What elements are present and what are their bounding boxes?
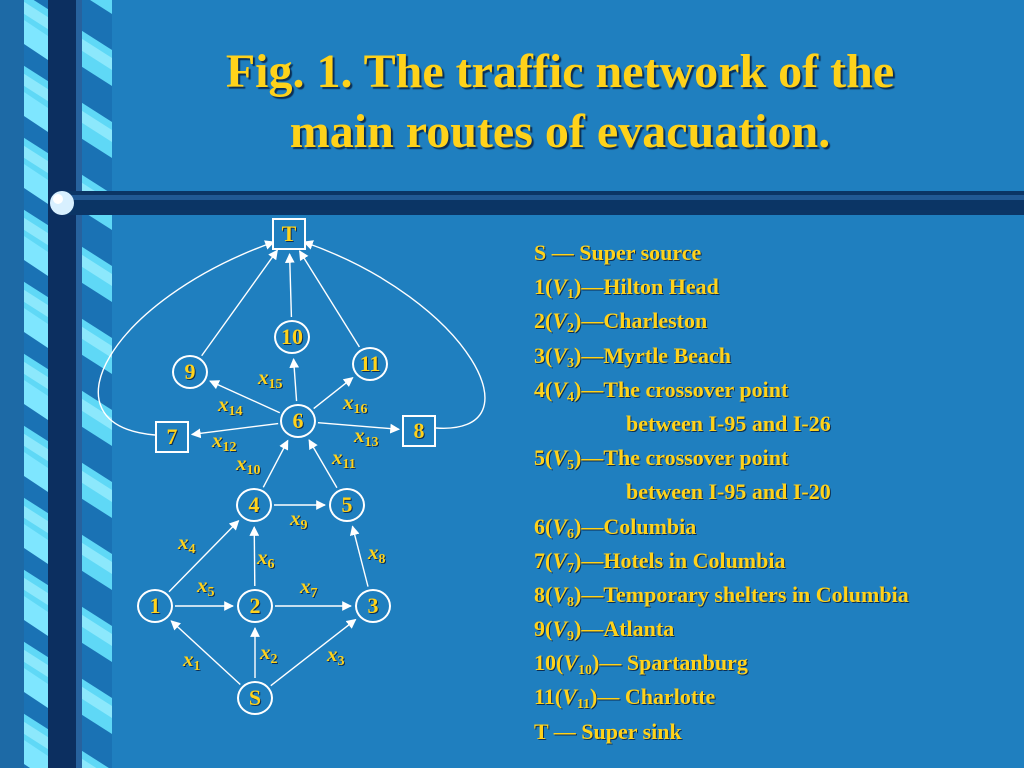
edge-label-x14: $x_{14}$: [218, 392, 243, 419]
edge-label-x11: $x_{11}$: [332, 445, 356, 472]
node-legend: [534, 236, 909, 749]
edge-label-x16: $x_{16}$: [343, 390, 368, 417]
edge-label-x13: $x_{13}$: [354, 423, 379, 450]
legend-item: $9(V_9)—Atlanta$: [534, 616, 675, 645]
legend-item: S — Super source: [534, 240, 702, 265]
title-line-1: Fig. 1. The traffic network of the: [225, 45, 895, 98]
edge-label-x3: $x_3$: [327, 642, 345, 669]
legend-item: between I-95 and I-26: [626, 410, 831, 436]
legend-item: $7(V_7)—Hotels$ in Columbia: [534, 547, 786, 576]
edge-2-to-4: [254, 527, 255, 586]
edge-label-x2: $x_2$: [260, 640, 278, 667]
edge-6-to-10: [294, 359, 297, 401]
edge-9-to-t: [202, 250, 278, 355]
node-t: T: [272, 218, 306, 250]
node-s: S: [237, 681, 273, 715]
node-8: 8: [402, 415, 436, 447]
node-9: 9: [172, 355, 208, 389]
node-6: 6: [280, 404, 316, 438]
node-10: 10: [274, 320, 310, 354]
legend-item: $2(V_2)—Charleston$: [534, 308, 708, 337]
edge-label-x15: $x_{15}$: [258, 365, 283, 392]
edge-label-x6: $x_6$: [257, 545, 275, 572]
edge-label-x9: $x_9$: [290, 506, 308, 533]
legend-item: $3(V_3)—Myrtle$ Beach: [534, 342, 732, 371]
legend-item: $11(V_{11})—$ Charlotte: [534, 684, 716, 713]
edge-3-to-5: [352, 526, 368, 586]
edge-10-to-t: [290, 254, 292, 317]
legend-item: T — Super sink: [534, 718, 682, 744]
node-4: 4: [236, 488, 272, 522]
edge-label-x7: $x_7$: [300, 574, 318, 601]
legend-item: $10(V_{10})—$ Spartanburg: [534, 650, 748, 679]
node-2: 2: [237, 589, 273, 623]
edge-8-to-t: [304, 242, 485, 428]
legend-item: $5(V_5)—The$ crossover point: [534, 445, 789, 474]
edge-label-x8: $x_8$: [368, 540, 386, 567]
title-line-2: main routes of evacuation.: [289, 105, 831, 158]
edge-label-x10: $x_{10}$: [236, 451, 261, 478]
node-1: 1: [137, 589, 173, 623]
legend-item: $8(V_8)—Temporary$ shelters in Columbia: [534, 581, 909, 610]
legend-item: $4(V_4)—The$ crossover point: [534, 376, 789, 405]
node-7: 7: [155, 421, 189, 453]
node-11: 11: [352, 347, 388, 381]
edge-4-to-6: [263, 440, 288, 487]
legend-item: between I-95 and I-20: [626, 479, 831, 505]
legend-item: $1(V_1)—Hilton$ Head: [534, 274, 719, 303]
node-3: 3: [355, 589, 391, 623]
legend-item: $6(V_6)—Columbia$: [534, 513, 697, 542]
edge-label-x4: $x_4$: [178, 530, 196, 557]
node-5: 5: [329, 488, 365, 522]
edge-label-x1: $x_1$: [183, 647, 201, 674]
edge-label-x5: $x_5$: [197, 573, 215, 600]
edge-s-to-1: [171, 621, 240, 685]
edge-label-x12: $x_{12}$: [212, 428, 237, 455]
edge-7-to-t: [98, 242, 274, 435]
